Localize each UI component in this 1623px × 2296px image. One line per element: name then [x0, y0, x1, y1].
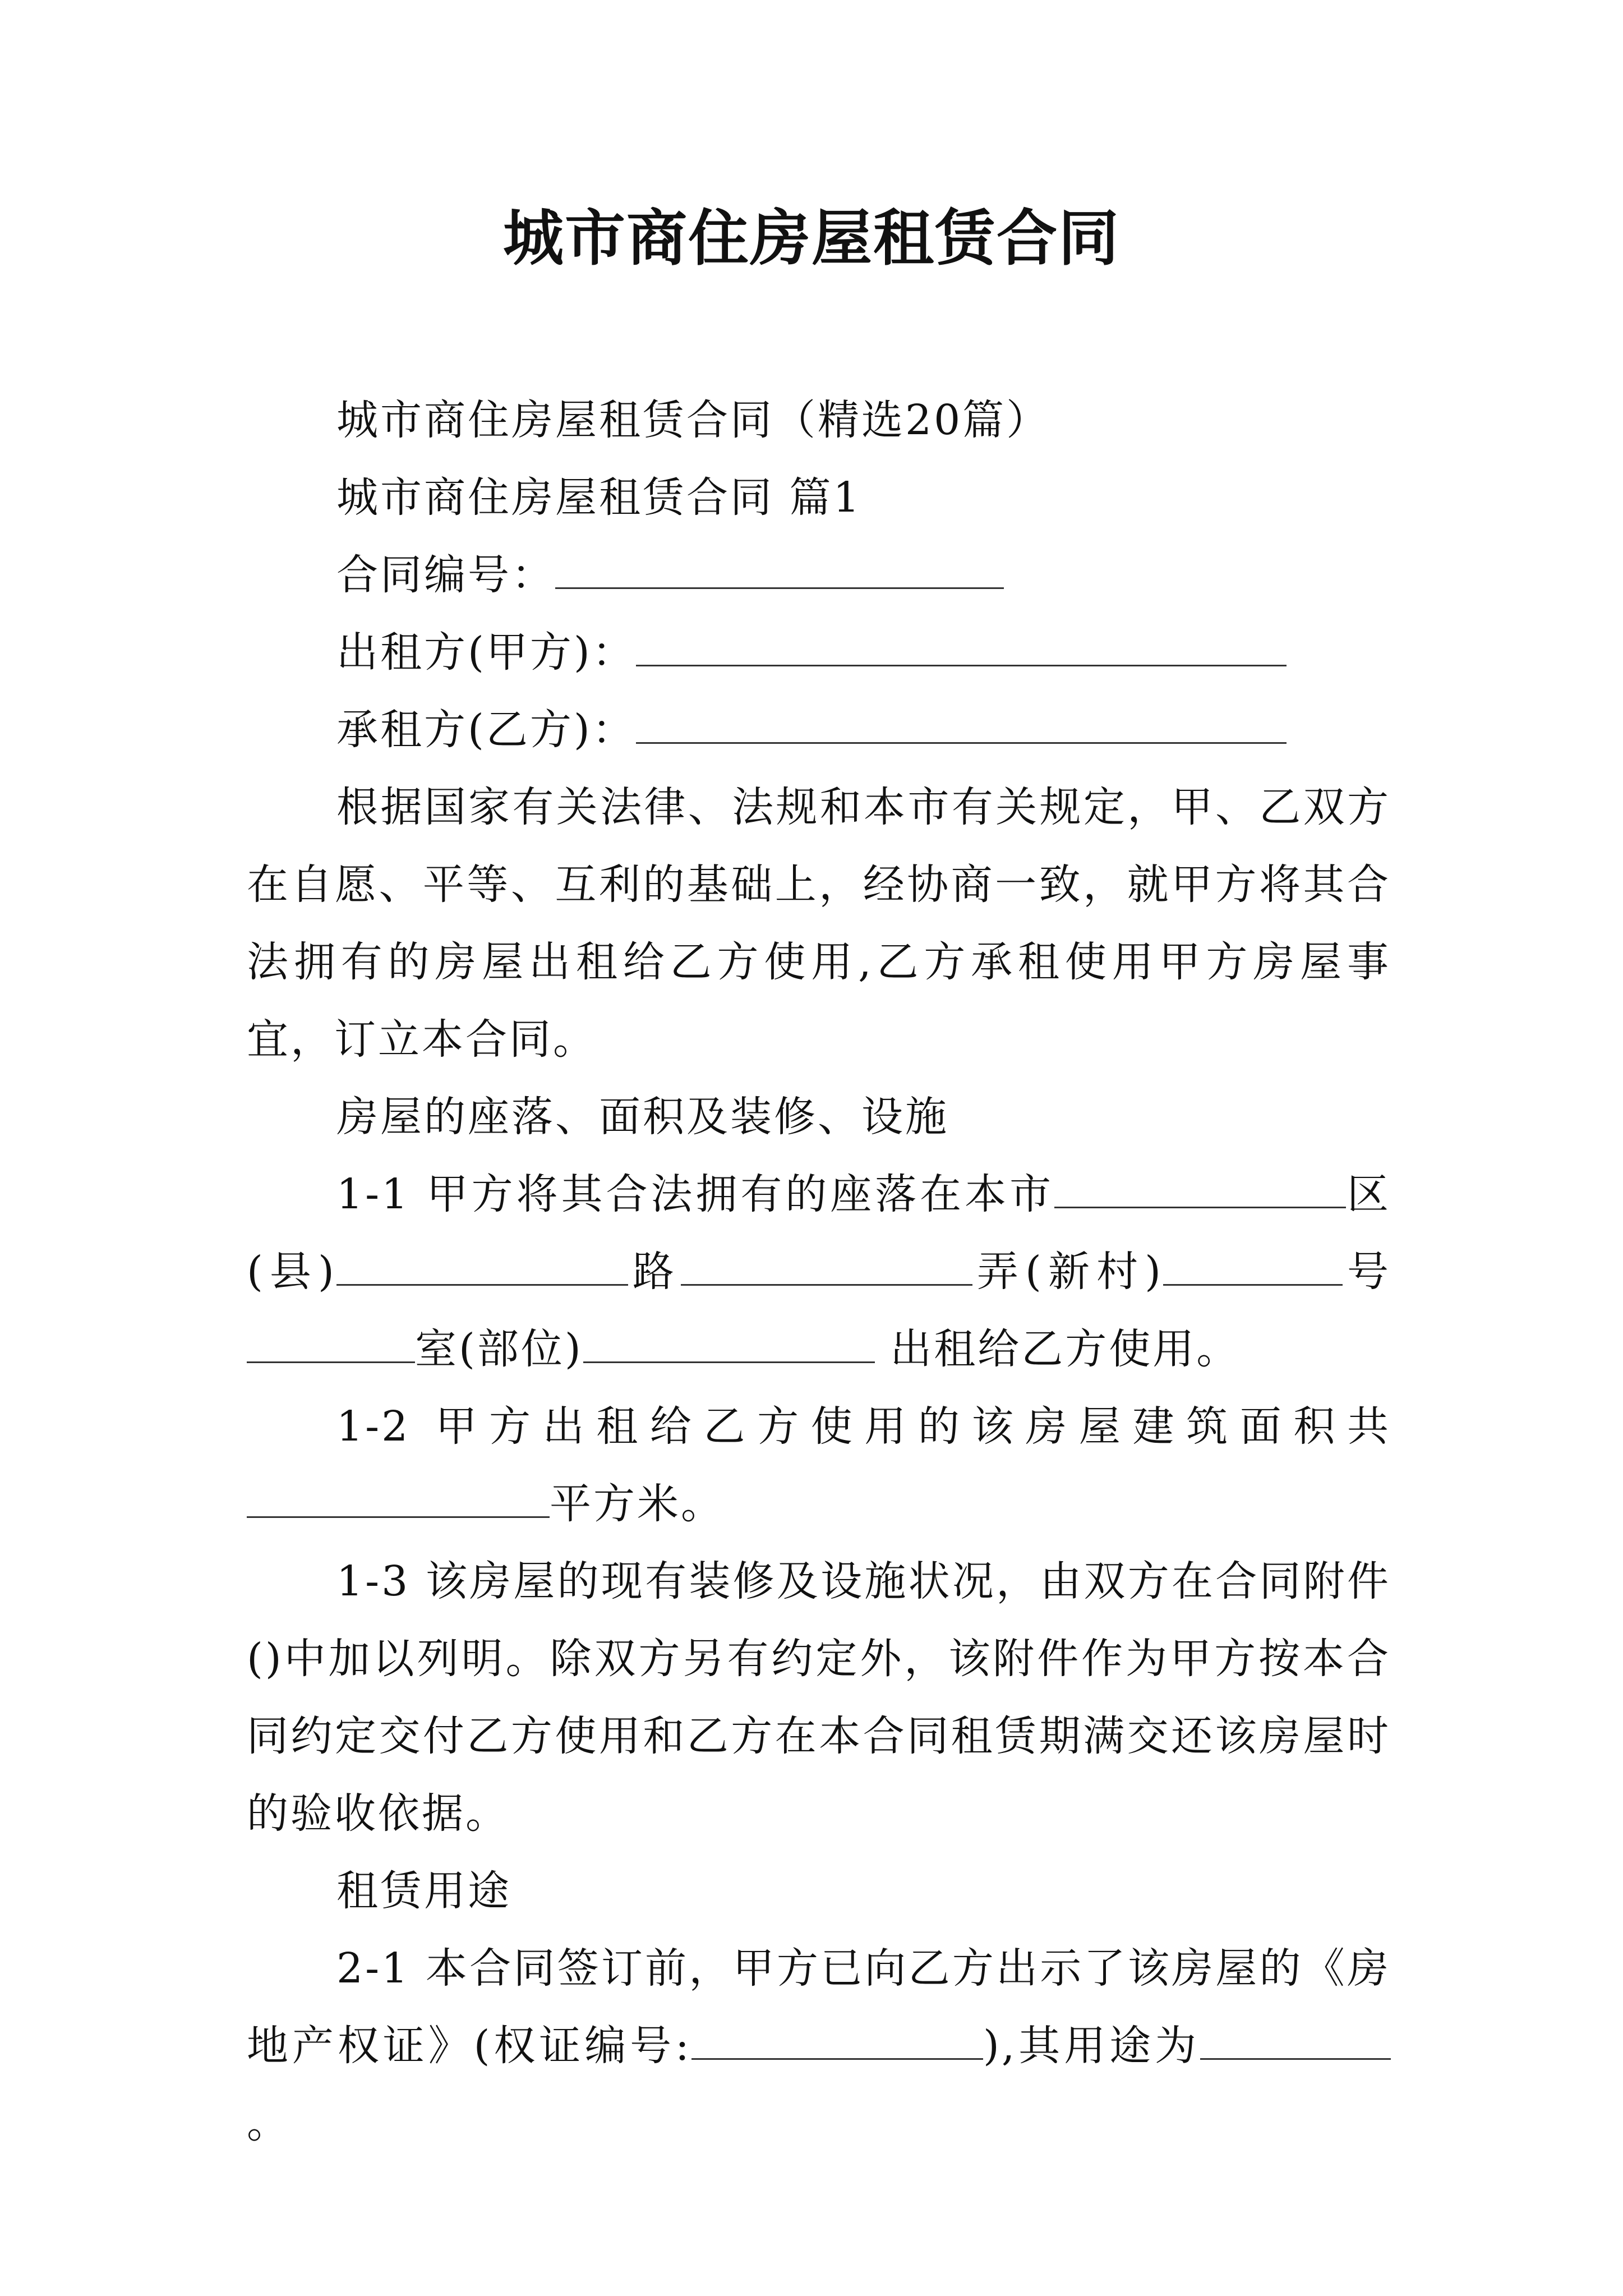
- clause-1-2-text-b: 平方米。: [550, 1480, 725, 1528]
- clause-1-1-text-g: 出租给乙方使用。: [890, 1325, 1241, 1373]
- road-blank: [336, 1250, 628, 1286]
- clause-1-2-text-a: 1-2 甲方出租给乙方使用的该房屋建筑面积共: [336, 1402, 1391, 1451]
- lessor-blank: [636, 631, 1287, 666]
- clause-1-3-text: 1-3 该房屋的现有装修及设施状况，由双方在合同附件()中加以列明。除双方另有约定外，该附件作为甲方按本合同约定交付乙方使用和乙方在本合同租赁期满交还该房屋时的验收依据。: [247, 1557, 1391, 1838]
- section-heading-use: 租赁用途: [336, 1867, 511, 1915]
- paragraph-contract-number: [247, 536, 1391, 614]
- clause-1-1-text-f: 室(部位): [415, 1325, 583, 1373]
- clause-2-1-text-c: 。: [247, 2099, 291, 2147]
- preamble-text: 根据国家有关法律、法规和本市有关规定，甲、乙双方在自愿、平等、互利的基础上，经协商一致，就甲方将其合法拥有的房屋出租给乙方使用,乙方承租使用甲方房屋事宜，订立本合同。: [247, 783, 1391, 1064]
- paragraph-lessee: [247, 691, 1391, 769]
- clause-2-1-text-b: ),其用途为: [983, 2022, 1200, 2070]
- subtitle-text: 城市商住房屋租赁合同（精选20篇）: [336, 396, 1050, 444]
- paragraph-section-heading-1: [247, 1078, 1391, 1156]
- document-title: 城市商住房屋租赁合同: [502, 203, 1120, 274]
- part-blank: [583, 1328, 875, 1363]
- paragraph-clause-1-3: [247, 1543, 1391, 1852]
- district-blank: [1054, 1173, 1346, 1208]
- lane-blank: [681, 1250, 972, 1286]
- paragraph-lessor: [247, 614, 1391, 691]
- paragraph-section-heading-2: [247, 1852, 1391, 1930]
- document-body: [247, 381, 1391, 2162]
- section-heading-location: 房屋的座落、面积及装修、设施: [336, 1093, 949, 1141]
- lessor-label: 出租方(甲方)：: [336, 628, 636, 677]
- paragraph-clause-1-2: [247, 1388, 1391, 1543]
- paragraph-article-heading: [247, 459, 1391, 536]
- clause-1-1-text-b: 区(县): [247, 1170, 1391, 1296]
- lessee-blank: [636, 708, 1287, 744]
- lessee-label: 承租方(乙方)：: [336, 706, 636, 754]
- clause-1-1-text-a: 1-1 甲方将其合法拥有的座落在本市: [336, 1170, 1055, 1218]
- article-heading-text: 城市商住房屋租赁合同 篇1: [336, 473, 862, 522]
- clause-1-1-text-c: 路: [628, 1248, 681, 1296]
- contract-number-label: 合同编号：: [336, 551, 555, 599]
- room-blank: [247, 1328, 415, 1363]
- number-blank: [1163, 1250, 1343, 1286]
- paragraph-preamble: [247, 769, 1391, 1078]
- clause-1-1-text-d: 弄(新村): [972, 1248, 1163, 1296]
- clause-1-1-text-e: 号: [1342, 1248, 1391, 1296]
- clause-2-1-text-a: 2-1 本合同签订前，甲方已向乙方出示了该房屋的《房地产权证》(权证编号:: [247, 1944, 1391, 2070]
- certificate-number-blank: [691, 2024, 983, 2060]
- paragraph-clause-1-1: [247, 1156, 1391, 1388]
- paragraph-subtitle: [0, 381, 1391, 459]
- paragraph-clause-2-1: [247, 1930, 1391, 2162]
- contract-number-blank: [555, 554, 1004, 589]
- use-blank: [1200, 2024, 1391, 2060]
- area-blank: [247, 1483, 550, 1518]
